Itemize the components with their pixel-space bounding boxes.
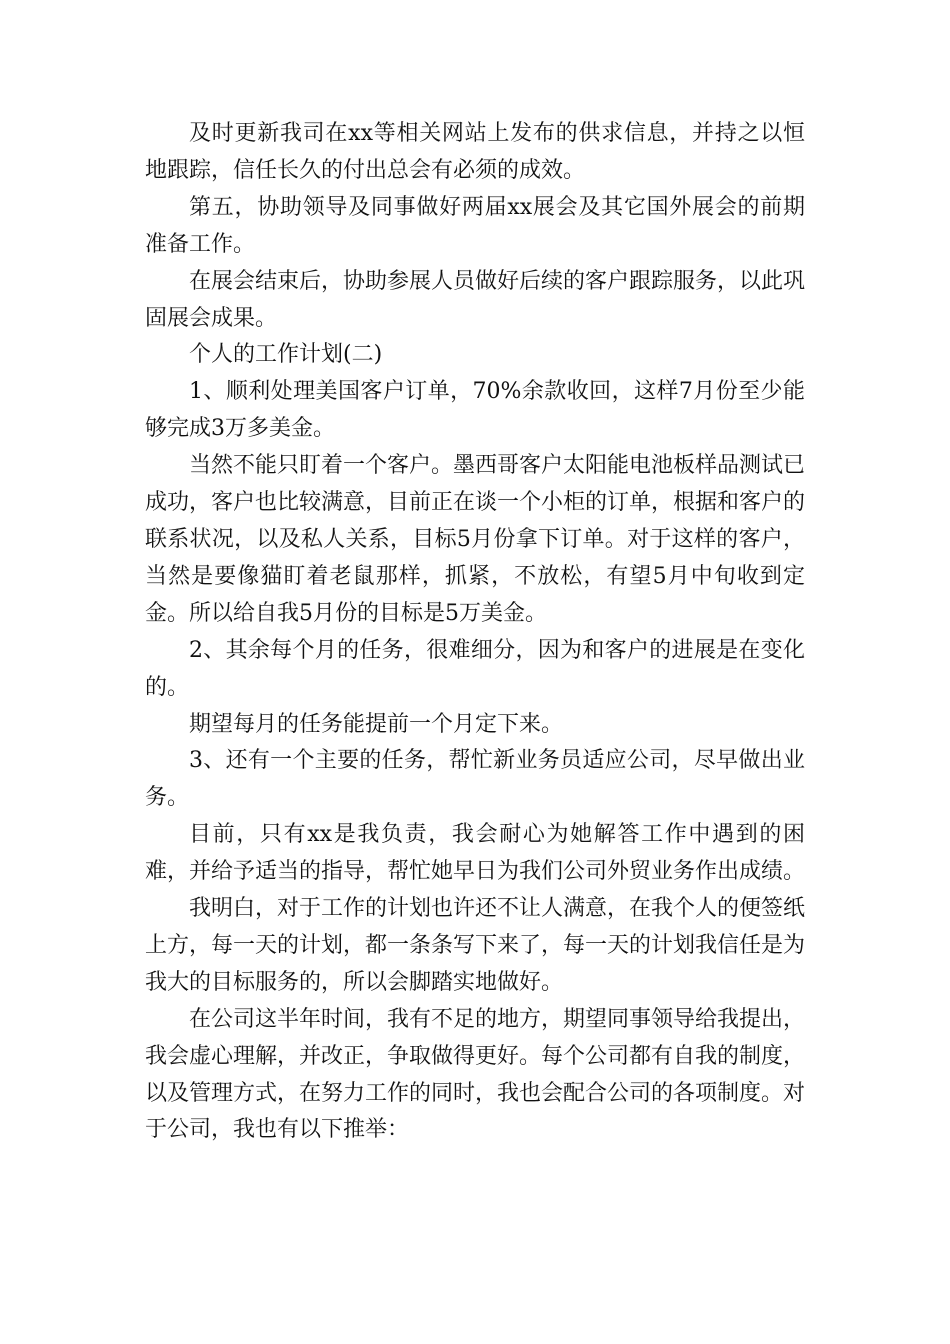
paragraph-after-exhibition: 在展会结束后，协助参展人员做好后续的客户跟踪服务，以此巩固展会成果。 [145, 268, 806, 331]
paragraph-mentoring: 目前，只有xx是我负责，我会耐心为她解答工作中遇到的困难，并给予适当的指导，帮忙她早日为我们公司外贸业务作出成绩。 [145, 822, 806, 885]
paragraph-item-3: 3、还有一个主要的任务，帮忙新业务员适应公司，尽早做出业务。 [145, 748, 805, 811]
section-heading: 个人的工作计划(二) [189, 342, 383, 368]
paragraph-suggestions: 在公司这半年时间，我有不足的地方，期望同事领导给我提出，我会虚心理解，并改正，争取做得更好。每个公司都有自我的制度，以及管理方式，在努力工作的同时，我也会配合公司的各项制度。对于公司，我也有以下推举： [145, 1006, 806, 1143]
document-body [145, 116, 805, 1149]
paragraph-item-2: 2、其余每个月的任务，很难细分，因为和客户的进展是在变化的。 [145, 637, 805, 700]
paragraph-item-1: 1、顺利处理美国客户订单，70%余款收回，这样7月份至少能够完成3万多美金。 [145, 379, 805, 442]
paragraph-daily-plan: 我明白，对于工作的计划也许还不让人满意，在我个人的便签纸上方，每一天的计划，都一条条写下来了，每一天的计划我信任是为我大的目标服务的，所以会脚踏实地做好。 [145, 896, 806, 995]
paragraph-update-info: 及时更新我司在xx等相关网站上发布的供求信息，并持之以恒地跟踪，信任长久的付出总会有必须的成效。 [145, 121, 805, 183]
paragraph-monthly-task: 期望每月的任务能提前一个月定下来。 [189, 711, 564, 737]
paragraph-fifth-point: 第五，协助领导及同事做好两届xx展会及其它国外展会的前期准备工作。 [145, 194, 805, 257]
paragraph-mexico-client: 当然不能只盯着一个客户。墨西哥客户太阳能电池板样品测试已成功，客户也比较满意，目前正在谈一个小柜的订单，根据和客户的联系状况，以及私人关系，目标5月份拿下订单。对于这样的客户，当然是要像猫盯着老鼠那样，抓紧，不放松，有望5月中旬收到定金。所以给自我5月份的目标是5万美金。 [145, 453, 806, 626]
